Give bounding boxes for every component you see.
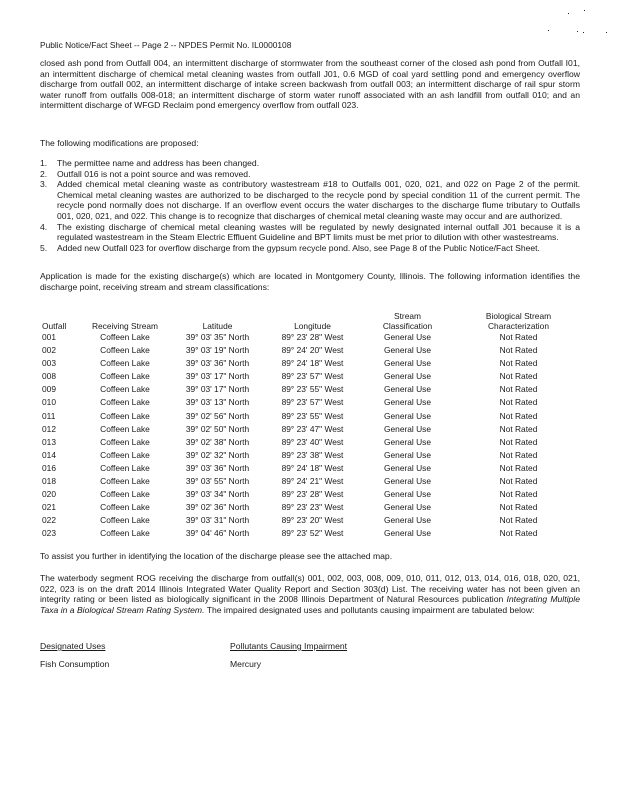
col-latitude: Latitude: [202, 321, 233, 331]
biological-characterization: Not Rated: [499, 332, 538, 342]
outfall-number: 014: [42, 449, 56, 460]
biological-characterization: Not Rated: [499, 371, 538, 382]
table-header-row: [42, 311, 582, 331]
item-text: The permittee name and address has been changed.: [57, 158, 260, 168]
modifications-intro: The following modifications are proposed:: [40, 138, 199, 148]
receiving-stream: Coffeen Lake: [100, 397, 150, 408]
stream-classification: General Use: [383, 476, 431, 487]
biological-characterization: Not Rated: [499, 423, 538, 434]
outfall-number: 011: [42, 410, 56, 421]
discharge-description-paragraph: closed ash pond from Outfall 004, an intermittent discharge of stormwater from the southeast corner of the closed ash pond from Outfall I01, an intermittent discharge of chemical metal cleaning wastes from outfall J01, 0.6 MGD of coal yard settling pond and emergency overflow discharge from outfall 002, an intermittent discharge of intake screen backwash from outfall 003; an intermittent discharge of rail spur storm water runoff from outfalls 008-018; an intermittent discharge of storm water runoff associated with an ash landfill from outfall 010; and an intermittent discharge of WFGD Reclaim pond emergency overflow from outfall 023.: [40, 58, 580, 111]
scan-artifact: [584, 10, 585, 11]
publication-title: Integrating Multiple Taxa in a Biological Stream Rating System.: [40, 594, 580, 615]
biological-characterization: Not Rated: [499, 410, 538, 421]
item-number: 5.: [40, 242, 48, 253]
receiving-stream: Coffeen Lake: [100, 332, 150, 342]
scan-artifact: [577, 31, 578, 32]
latitude: 39° 03' 36" North: [185, 358, 250, 369]
col-receiving-stream: Receiving Stream: [91, 321, 159, 331]
col-biological-characterization: Biological Stream Characterization: [485, 311, 552, 331]
table-row: [42, 410, 582, 423]
table-row: [42, 488, 582, 501]
pollutants-heading: Pollutants Causing Impairment: [230, 641, 348, 651]
outfall-number: 008: [42, 371, 56, 382]
stream-classification: General Use: [383, 384, 431, 395]
outfall-number: 020: [42, 489, 56, 500]
item-number: 2.: [40, 168, 48, 179]
stream-classification: General Use: [383, 345, 431, 356]
table-row: [42, 357, 582, 370]
item-text: The existing discharge of chemical metal cleaning wastes will be regulated by newly designated internal outfall J01 because it is a regulated wastestream in the Steam Electric Effluent Guideline and BPT limits must be met prior to dilution with other wastestreams.: [57, 221, 580, 243]
item-text: Added chemical metal cleaning waste as contributory wastestream #18 to Outfalls 001, 020, 021, and 022 on Page 2 of the permit. Chemical metal cleaning wastes are authorized to be discharged to the recycle pond by special condition 11 of the current permit. The recycle pond normally does not discharge. If an overflow event occurs the water discharges to the discharge flume tributary to Outfalls 001, 020, 021, and 022. This change is to recognize that discharges of chemical metal cleaning waste may occur and are authorized.: [57, 179, 580, 221]
stream-classification: General Use: [383, 436, 431, 447]
table-row: [42, 423, 582, 436]
designated-use-value: Fish Consumption: [40, 659, 110, 669]
latitude: 39° 03' 34" North: [185, 489, 250, 500]
receiving-stream: Coffeen Lake: [100, 436, 150, 447]
table-row: [42, 527, 582, 540]
receiving-stream: Coffeen Lake: [100, 449, 150, 460]
biological-characterization: Not Rated: [499, 358, 538, 369]
receiving-stream: Coffeen Lake: [100, 384, 150, 395]
latitude: 39° 03' 36" North: [185, 462, 250, 473]
stream-classification: General Use: [383, 371, 431, 382]
scan-artifact: [606, 32, 607, 33]
scan-artifact: [568, 13, 569, 14]
biological-characterization: Not Rated: [499, 345, 538, 356]
modifications-list: [40, 158, 580, 253]
stream-classification: General Use: [383, 410, 431, 421]
scan-artifact: [548, 30, 549, 31]
biological-characterization: Not Rated: [499, 449, 538, 460]
pollutant-value: Mercury: [230, 659, 262, 669]
longitude: 89° 23' 47" West: [281, 423, 344, 434]
table-row: [42, 344, 582, 357]
biological-characterization: Not Rated: [499, 436, 538, 447]
biological-characterization: Not Rated: [499, 528, 538, 539]
modification-item: [40, 179, 580, 221]
longitude: 89° 23' 28" West: [281, 332, 344, 342]
page-header: Public Notice/Fact Sheet -- Page 2 -- NPDES Permit No. IL0000108: [40, 40, 292, 50]
latitude: 39° 03' 19" North: [185, 345, 250, 356]
receiving-stream: Coffeen Lake: [100, 528, 150, 539]
stream-classification: General Use: [383, 332, 431, 342]
modification-item: [40, 222, 580, 243]
outfall-table: [42, 311, 582, 541]
stream-classification: General Use: [383, 449, 431, 460]
latitude: 39° 04' 46" North: [185, 528, 250, 539]
col-longitude: Longitude: [294, 321, 331, 331]
longitude: 89° 24' 21" West: [281, 476, 344, 487]
table-row: [42, 449, 582, 462]
stream-classification: General Use: [383, 528, 431, 539]
receiving-stream: Coffeen Lake: [100, 489, 150, 500]
modification-item: [40, 169, 580, 180]
longitude: 89° 23' 23" West: [281, 502, 344, 513]
biological-characterization: Not Rated: [499, 476, 538, 487]
longitude: 89° 23' 40" West: [281, 436, 344, 447]
biological-characterization: Not Rated: [499, 515, 538, 526]
latitude: 39° 03' 31" North: [185, 515, 250, 526]
receiving-stream: Coffeen Lake: [100, 462, 150, 473]
stream-classification: General Use: [383, 358, 431, 369]
outfall-number: 002: [42, 345, 56, 356]
scan-artifact: [583, 32, 584, 33]
longitude: 89° 23' 28" West: [281, 489, 344, 500]
table-row: [42, 462, 582, 475]
latitude: 39° 03' 17" North: [185, 371, 250, 382]
receiving-stream: Coffeen Lake: [100, 358, 150, 369]
receiving-stream: Coffeen Lake: [100, 371, 150, 382]
table-row: [42, 436, 582, 449]
longitude: 89° 24' 18" West: [281, 462, 344, 473]
map-reference-paragraph: To assist you further in identifying the location of the discharge please see the attached map.: [40, 551, 393, 561]
longitude: 89° 23' 57" West: [281, 397, 344, 408]
outfall-number: 018: [42, 476, 56, 487]
biological-characterization: Not Rated: [499, 384, 538, 395]
longitude: 89° 23' 38" West: [281, 449, 344, 460]
modification-item: [40, 243, 580, 254]
item-text: Added new Outfall 023 for overflow discharge from the gypsum recycle pond. Also, see Page 8 of the Public Notice/Fact Sheet.: [57, 242, 540, 253]
outfall-number: 009: [42, 384, 56, 395]
longitude: 89° 23' 20" West: [281, 515, 344, 526]
receiving-stream: Coffeen Lake: [100, 345, 150, 356]
latitude: 39° 03' 17" North: [185, 384, 250, 395]
latitude: 39° 02' 50" North: [185, 423, 250, 434]
stream-classification: General Use: [383, 515, 431, 526]
biological-characterization: Not Rated: [499, 489, 538, 500]
latitude: 39° 02' 32" North: [185, 449, 250, 460]
outfall-number: 012: [42, 423, 56, 434]
table-row: [42, 331, 582, 344]
biological-characterization: Not Rated: [499, 462, 538, 473]
outfall-number: 003: [42, 358, 56, 369]
outfall-number: 013: [42, 436, 56, 447]
table-row: [42, 396, 582, 409]
outfall-number: 022: [42, 515, 56, 526]
table-row: [42, 501, 582, 514]
latitude: 39° 02' 56" North: [185, 410, 250, 421]
latitude: 39° 03' 35" North: [185, 332, 250, 342]
longitude: 89° 23' 55" West: [281, 384, 344, 395]
receiving-stream: Coffeen Lake: [100, 502, 150, 513]
stream-classification: General Use: [383, 423, 431, 434]
outfall-number: 016: [42, 462, 56, 473]
stream-classification: General Use: [383, 397, 431, 408]
waterbody-paragraph: The waterbody segment ROG receiving the discharge from outfall(s) 001, 002, 003, 008, 009, 010, 011, 012, 013, 014, 016, 018, 020, 021, 022, 023 is on the draft 2014 Illinois Integrated Water Quality Report and Section 303(d) List. The receiving water has not been given an integrity rating or been listed as biologically significant in the 2008 Illinois Department of Natural Resources publication Integrating Multiple Taxa in a Biological Stream Rating System. The impaired designated uses and pollutants causing impairment are tabulated below:: [40, 573, 580, 615]
designated-uses-heading: Designated Uses: [40, 641, 106, 651]
latitude: 39° 03' 55" North: [185, 476, 250, 487]
longitude: 89° 23' 52" West: [281, 528, 344, 539]
longitude: 89° 24' 20" West: [281, 345, 344, 356]
item-text: Outfall 016 is not a point source and was removed.: [57, 168, 251, 179]
latitude: 39° 02' 36" North: [185, 502, 250, 513]
outfall-number: 021: [42, 502, 56, 513]
receiving-stream: Coffeen Lake: [100, 515, 150, 526]
table-row: [42, 514, 582, 527]
receiving-stream: Coffeen Lake: [100, 410, 150, 421]
latitude: 39° 03' 13" North: [185, 397, 250, 408]
latitude: 39° 02' 38" North: [185, 436, 250, 447]
item-number: 3.: [40, 179, 48, 190]
stream-classification: General Use: [383, 502, 431, 513]
outfall-number: 010: [42, 397, 56, 408]
item-number: 4.: [40, 221, 48, 232]
receiving-stream: Coffeen Lake: [100, 476, 150, 487]
longitude: 89° 23' 55" West: [281, 410, 344, 421]
item-number: 1.: [40, 158, 48, 168]
stream-classification: General Use: [383, 489, 431, 500]
table-row: [42, 383, 582, 396]
longitude: 89° 24' 18" West: [281, 358, 344, 369]
table-row: [42, 475, 582, 488]
outfall-number: 023: [42, 528, 56, 539]
biological-characterization: Not Rated: [499, 502, 538, 513]
col-outfall: Outfall: [42, 321, 67, 331]
receiving-stream: Coffeen Lake: [100, 423, 150, 434]
biological-characterization: Not Rated: [499, 397, 538, 408]
application-paragraph: Application is made for the existing discharge(s) which are located in Montgomery County, Illinois. The following information identifies the discharge point, receiving stream and stream classifications:: [40, 271, 580, 292]
stream-classification: General Use: [383, 462, 431, 473]
col-stream-classification: Stream Classification: [382, 311, 433, 331]
modification-item: [40, 158, 580, 169]
table-row: [42, 370, 582, 383]
longitude: 89° 23' 57" West: [281, 371, 344, 382]
outfall-number: 001: [42, 332, 56, 342]
